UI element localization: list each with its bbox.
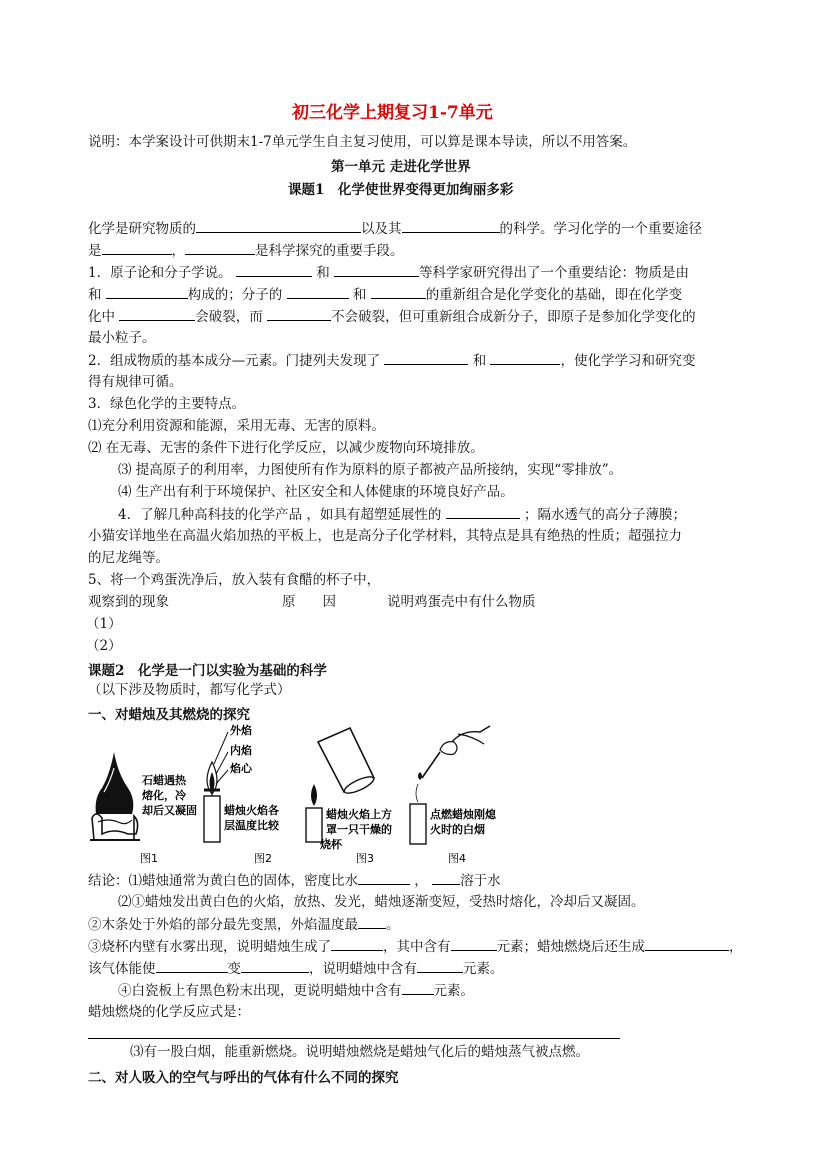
blank[interactable] (196, 219, 361, 233)
figure-caption: 图3 (356, 852, 374, 865)
l1-q4-cont: 小猫安详地坐在高温火焰加热的平板上，也是高分子化学材料，其特点是具有绝热的性质；超强拉力 (88, 528, 682, 544)
conclusion-6: ④白瓷板上有黑色粉末出现，更说明蜡烛中含有 元素。 (118, 983, 474, 999)
flame-inner-label: 内焰 (230, 744, 252, 757)
figure-1-label: 石蜡遇热 (142, 774, 186, 787)
figure-2-label: 蜡烛火焰各 (224, 804, 279, 817)
l1-q2-cont: 得有规律可循。 (88, 374, 183, 390)
blank[interactable] (241, 959, 309, 973)
q5-row-1: （1） (86, 616, 122, 632)
l1-p4: 最小粒子。 (88, 330, 156, 346)
lesson2-title: 课题2 化学是一门以实验为基础的科学 (88, 663, 327, 679)
blank[interactable] (402, 981, 434, 995)
figure-1 (90, 752, 197, 840)
figure-3-label: 蜡烛火焰上方 (326, 808, 392, 821)
figure-2-label: 层温度比较 (224, 819, 279, 832)
l1-q4-end: 的尼龙绳等。 (88, 550, 169, 566)
blank[interactable] (490, 351, 560, 365)
l1-p1: 1．原子论和分子学说。 和 等科学家研究得出了一个重要结论：物质是由 (88, 265, 689, 281)
q5-header-reason: 原 因 (282, 594, 336, 610)
figure-4-label: 点燃蜡烛刚熄 (430, 808, 496, 821)
figure-4 (410, 726, 497, 844)
l1-line2: 是 ， 是科学探究的重要手段。 (88, 243, 404, 259)
blank[interactable] (236, 263, 312, 277)
figure-caption: 图1 (140, 852, 158, 865)
conclusion-7: 蜡烛燃烧的化学反应式是： (88, 1004, 250, 1020)
blank[interactable] (432, 871, 460, 885)
figure-1-label: 熔化，冷 (142, 789, 186, 802)
blank[interactable] (185, 241, 255, 255)
blank[interactable] (334, 263, 419, 277)
blank[interactable] (358, 915, 386, 929)
green-point-4: ⑷ 生产出有利于环境保护、社区安全和人体健康的环境良好产品。 (118, 484, 514, 500)
blank[interactable] (417, 959, 463, 973)
l1-q5: 5、将一个鸡蛋洗净后，放入装有食醋的杯子中， (88, 572, 381, 588)
blank[interactable] (402, 219, 500, 233)
l1-p3: 化中 会破裂，而 不会破裂，但可重新组合成新分子，即原子是参加化学变化的 (88, 309, 696, 325)
intro-note: 说明：本学案设计可供期末1-7单元学生自主复习使用，可以算是课本导读，所以不用答案。 (88, 134, 637, 150)
blank[interactable] (358, 871, 410, 885)
blank[interactable] (384, 351, 468, 365)
l1-q3: 3．绿色化学的主要特点。 (88, 396, 246, 412)
flame-core-label: 焰心 (230, 762, 252, 775)
flame-outer-label: 外焰 (230, 724, 252, 737)
l1-q2: 2．组成物质的基本成分—元素。门捷列夫发现了 和 ，使化学学习和研究变 (88, 353, 696, 369)
l1-line1: 化学是研究物质的 以及其 的科学。学习化学的一个重要途径 (88, 221, 702, 237)
blank[interactable] (446, 505, 520, 519)
conclusion-1: 结论：⑴蜡烛通常为黄白色的固体，密度比水 ， 溶于水 (88, 873, 501, 889)
blank[interactable] (156, 959, 228, 973)
figure-caption: 图2 (254, 852, 272, 865)
blank[interactable] (371, 285, 426, 299)
green-point-3: ⑶ 提高原子的利用率，力图使所有作为原料的原子都被产品所接纳，实现“零排放”。 (118, 462, 623, 478)
conclusion-5: 该气体能使 变 ，说明蜡烛中含有 元素。 (88, 961, 504, 977)
candle-figures (88, 722, 508, 870)
blank[interactable] (102, 241, 172, 255)
blank[interactable] (451, 937, 497, 951)
figure-1-label: 却后又凝固 (142, 804, 197, 817)
section2-title: 二、对人吸入的空气与呼出的气体有什么不同的探究 (88, 1070, 399, 1086)
figure-3-label: 烧杯 (320, 838, 342, 851)
blank[interactable] (331, 937, 383, 951)
conclusion-2: ⑵①蜡烛发出黄白色的火焰，放热、发光，蜡烛逐渐变短，受热时熔化，冷却后又凝固。 (118, 894, 645, 910)
l1-p2: 和 构成的；分子的 和 的重新组合是化学变化的基础，即在化学变 (88, 287, 683, 303)
q5-header-substance: 说明鸡蛋壳中有什么物质 (387, 594, 536, 610)
blank[interactable] (287, 285, 349, 299)
unit-title: 第一单元 走进化学世界 (331, 159, 471, 175)
figure-2 (204, 723, 280, 842)
conclusion-8: ⑶有一股白烟，能重新燃烧。说明蜡烛燃烧是蜡烛气化后的蜡烛蒸气被点燃。 (130, 1044, 589, 1060)
figure-4-label: 火时的白烟 (430, 823, 485, 836)
blank[interactable] (106, 285, 188, 299)
lesson2-note: （以下涉及物质时，都写化学式） (88, 682, 291, 698)
green-point-2: ⑵ 在无毒、无害的条件下进行化学反应，以减少废物向环境排放。 (88, 440, 484, 456)
conclusion-4: ③烧杯内壁有水雾出现，说明蜡烛生成了 ，其中含有 元素；蜡烛燃烧后还生成 ， (88, 939, 743, 955)
page-title: 初三化学上期复习1-7单元 (292, 103, 493, 123)
answer-line[interactable] (88, 1038, 620, 1039)
blank[interactable] (119, 307, 195, 321)
figure-3-label: 罩一只干燥的 (326, 823, 392, 836)
figure-3 (306, 728, 392, 851)
q5-row-2: （2） (86, 638, 122, 654)
green-point-1: ⑴充分利用资源和能源，采用无毒、无害的原料。 (88, 418, 385, 434)
blank[interactable] (267, 307, 331, 321)
conclusion-3: ②木条处于外焰的部分最先变黑，外焰温度最 。 (88, 917, 400, 933)
figure-caption: 图4 (448, 852, 466, 865)
section1-title: 一、对蜡烛及其燃烧的探究 (88, 707, 250, 723)
l1-q4: 4．了解几种高科技的化学产品 ，如具有超塑延展性的 ；隔水透气的高分子薄膜； (118, 507, 686, 523)
lesson1-title: 课题1 化学使世界变得更加绚丽多彩 (288, 182, 514, 198)
q5-header-observation: 观察到的现象 (88, 594, 169, 610)
blank[interactable] (645, 937, 729, 951)
